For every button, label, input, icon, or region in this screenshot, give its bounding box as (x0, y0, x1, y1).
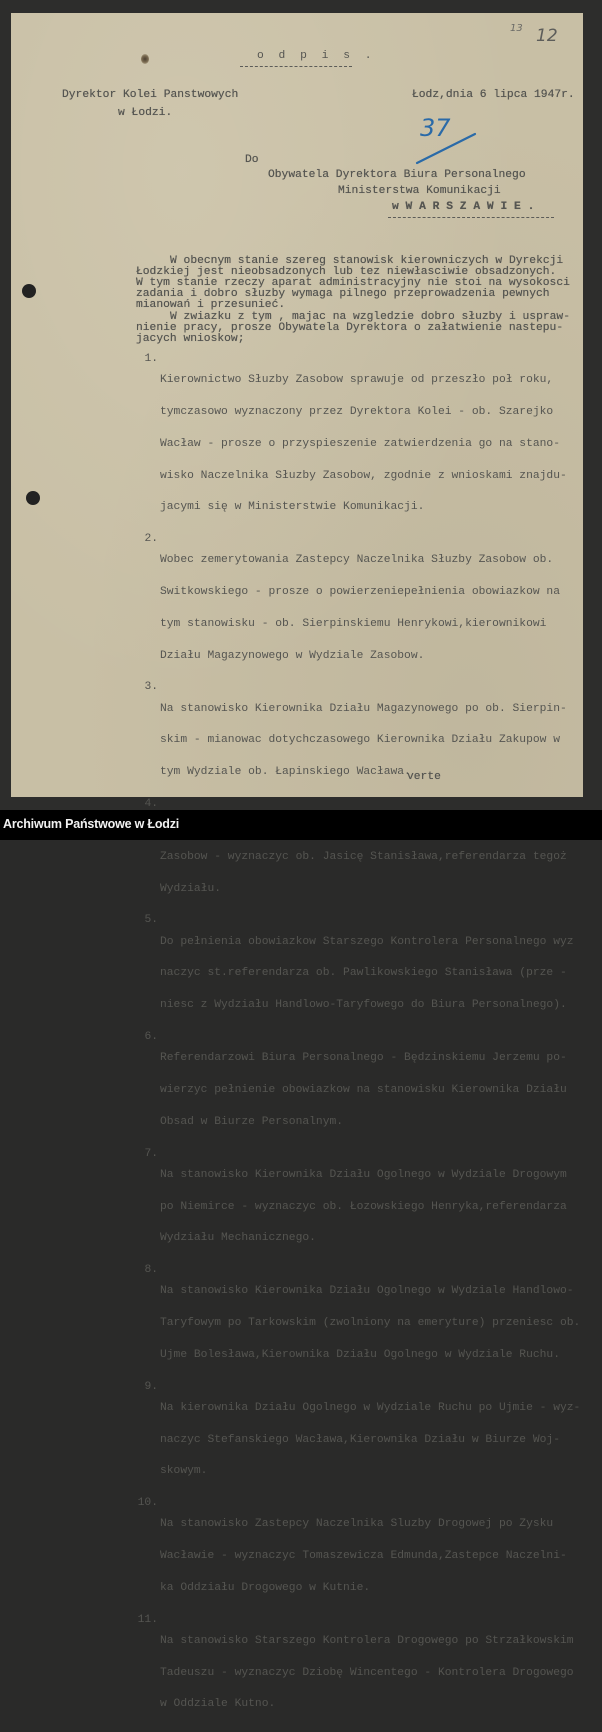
item-line: Na stanowisko Kierownika Działu Magazynowego po ob. Sierpin- (160, 702, 567, 715)
item-number: 5. (144, 914, 158, 927)
title-underline (240, 66, 352, 67)
item-line: skowym. (160, 1465, 208, 1478)
recipient-line-2: Ministerstwa Komunikacji (338, 185, 501, 197)
item-line: niesc z Wydziału Handlowo-Taryfowego do Biura Personalnego). (160, 999, 567, 1012)
request-list (130, 354, 580, 1731)
sender-line-2: w Łodzi. (118, 107, 173, 119)
place-date: Łodz,dnia 6 lipca 1947r. (412, 89, 575, 101)
archive-number-small: 13 (510, 23, 523, 34)
archive-name: Archiwum Państwowe w Łodzi (3, 817, 180, 831)
item-line: Kierownictwo Słuzby Zasobow sprawuje od przeszło poł roku, (160, 374, 554, 387)
item-line: Switkowskiego - prosze o powierzeniepełnienia obowiazkow na (160, 586, 560, 599)
punch-hole-bottom (26, 491, 40, 505)
item-line: Wobec zemerytowania Zastepcy Naczelnika Słuzby Zasobow ob. (160, 554, 554, 567)
item-number: 3. (144, 681, 158, 694)
ink-stain (141, 54, 149, 64)
document-title: o d p i s . (257, 50, 376, 62)
item-line: wisko Naczelnika Słuzby Zasobow, zgodnie z wnioskami znajdu- (160, 469, 567, 482)
item-line: Wacław - prosze o przyspieszenie zatwierdzenia go na stano- (160, 437, 560, 450)
item-number: 8. (144, 1264, 158, 1277)
intro-line-3: W tym stanie rzeczy aparat administracyjny nie stoi na wysokosci (136, 277, 570, 289)
item-line: Wacławie - wyznaczyc Tomaszewicza Edmunda,Zastepce Naczelni- (160, 1550, 567, 1563)
intro-line-7: nienie pracy, prosze Obywatela Dyrektora o załatwienie nastepu- (136, 322, 564, 334)
request-item-10 (130, 1498, 580, 1615)
to-label: Do (245, 154, 259, 166)
item-line: po Niemirce - wyznaczyc ob. Łozowskiego Henryka,referendarza (160, 1200, 567, 1213)
request-item-11 (130, 1615, 580, 1732)
request-item-1 (130, 354, 580, 534)
item-line: naczyc st.referendarza ob. Pawlikowskiego Stanisława (prze - (160, 967, 567, 980)
request-item-8 (130, 1265, 580, 1382)
item-line: ka Oddziału Drogowego w Kutnie. (160, 1581, 371, 1594)
item-line: Zasobow - wyznaczyc ob. Jasicę Stanisława,referendarza tegoż (160, 850, 567, 863)
intro-line-6: W zwiazku z tym , majac na wzgledzie dobro słuzby i uspraw- (170, 311, 570, 323)
item-line: Do pełnienia obowiazkow Starszego Kontrolera Personalnego wyz (160, 935, 574, 948)
punch-hole-top (22, 284, 36, 298)
item-line: Referendarzowi Biura Personalnego - Będzinskiemu Jerzemu po- (160, 1052, 567, 1065)
item-line: jacymi się w Ministerstwie Komunikacji. (160, 501, 425, 514)
sender-line-1: Dyrektor Kolei Panstwowych (62, 89, 239, 101)
recipient-line-1: Obywatela Dyrektora Biura Personalnego (268, 169, 526, 181)
request-item-7 (130, 1149, 580, 1266)
item-line: Taryfowym po Tarkowskim (zwolniony na emeryture) przeniesc ob. (160, 1317, 581, 1330)
item-line: tymczasowo wyznaczony przez Dyrektora Kolei - ob. Szarejko (160, 405, 554, 418)
item-line: Wydziału. (160, 882, 222, 895)
item-number: 7. (144, 1147, 158, 1160)
item-number: 4. (144, 797, 158, 810)
item-number: 2. (144, 533, 158, 546)
item-line: Tadeuszu - wyznaczyc Dziobę Wincentego - Kontrolera Drogowego (160, 1666, 574, 1679)
item-number: 6. (144, 1031, 158, 1043)
item-line: Na stanowisko Kierownika Działu Ogolnego w Wydziale Drogowym (160, 1168, 567, 1181)
item-line: wierzyc pełnienie obowiazkow na stanowisku Kierownika Działu (160, 1083, 567, 1096)
item-number: 9. (144, 1380, 158, 1393)
item-line: w Oddziale Kutno. (160, 1698, 276, 1711)
item-line: tym stanowisku - ob. Sierpinskiemu Henrykowi,kierownikowi (160, 617, 547, 630)
request-item-9 (130, 1382, 580, 1499)
request-item-2 (130, 534, 580, 682)
registry-stroke-icon (415, 130, 477, 166)
item-line: Na stanowisko Starszego Kontrolera Drogowego po Strzałkowskim (160, 1634, 574, 1647)
request-item-5 (130, 915, 580, 1032)
item-number: 11. (137, 1613, 158, 1626)
intro-line-4: zadania i dobro słuzby wymaga pilnego przeprowadzenia pewnych (136, 288, 550, 300)
recipient-underline (388, 217, 554, 218)
item-line: Ujme Bolesława,Kierownika Działu Ogolnego w Wydziale Ruchu. (160, 1348, 560, 1361)
request-item-3 (130, 682, 580, 799)
item-line: Wydziału Mechanicznego. (160, 1232, 316, 1245)
item-number: 10. (137, 1497, 158, 1510)
item-number: 1. (144, 353, 158, 365)
item-line: skim - mianowac dotychczasowego Kierownika Działu Zakupow w (160, 734, 560, 747)
item-line: Na stanowisko Zastepcy Naczelnika Sluzby Drogowej po Zysku (160, 1518, 554, 1531)
intro-line-1: W obecnym stanie szereg stanowisk kierowniczych w Dyrekcji (170, 255, 564, 267)
archive-number-large: 12 (536, 26, 558, 46)
item-line: Działu Magazynowego w Wydziale Zasobow. (160, 649, 425, 662)
registry-number: 37 (420, 114, 451, 142)
recipient-line-3: w W A R S Z A W I E . (392, 201, 535, 213)
item-line: tym Wydziale ob. Łapinskiego Wacława. (160, 766, 411, 779)
archive-footer (0, 810, 602, 840)
item-line: Obsad w Biurze Personalnym. (160, 1115, 344, 1128)
intro-line-8: jacych wnioskow; (136, 333, 245, 345)
intro-line-2: Łodzkiej jest nieobsadzonych lub tez niewłasciwie obsadzonych. (136, 266, 557, 278)
request-item-6 (130, 1032, 580, 1149)
item-line: naczyc Stefanskiego Wacława,Kierownika Działu w Biurze Woj- (160, 1433, 560, 1446)
intro-line-5: mianowań i przesunieć. (136, 299, 286, 311)
verte-note: verte (407, 771, 441, 783)
item-line: Na kierownika Działu Ogolnego w Wydziale Ruchu po Ujmie - wyz- (160, 1401, 581, 1414)
item-line: Na stanowisko Kierownika Działu Ogolnego w Wydziale Handlowo- (160, 1285, 574, 1298)
